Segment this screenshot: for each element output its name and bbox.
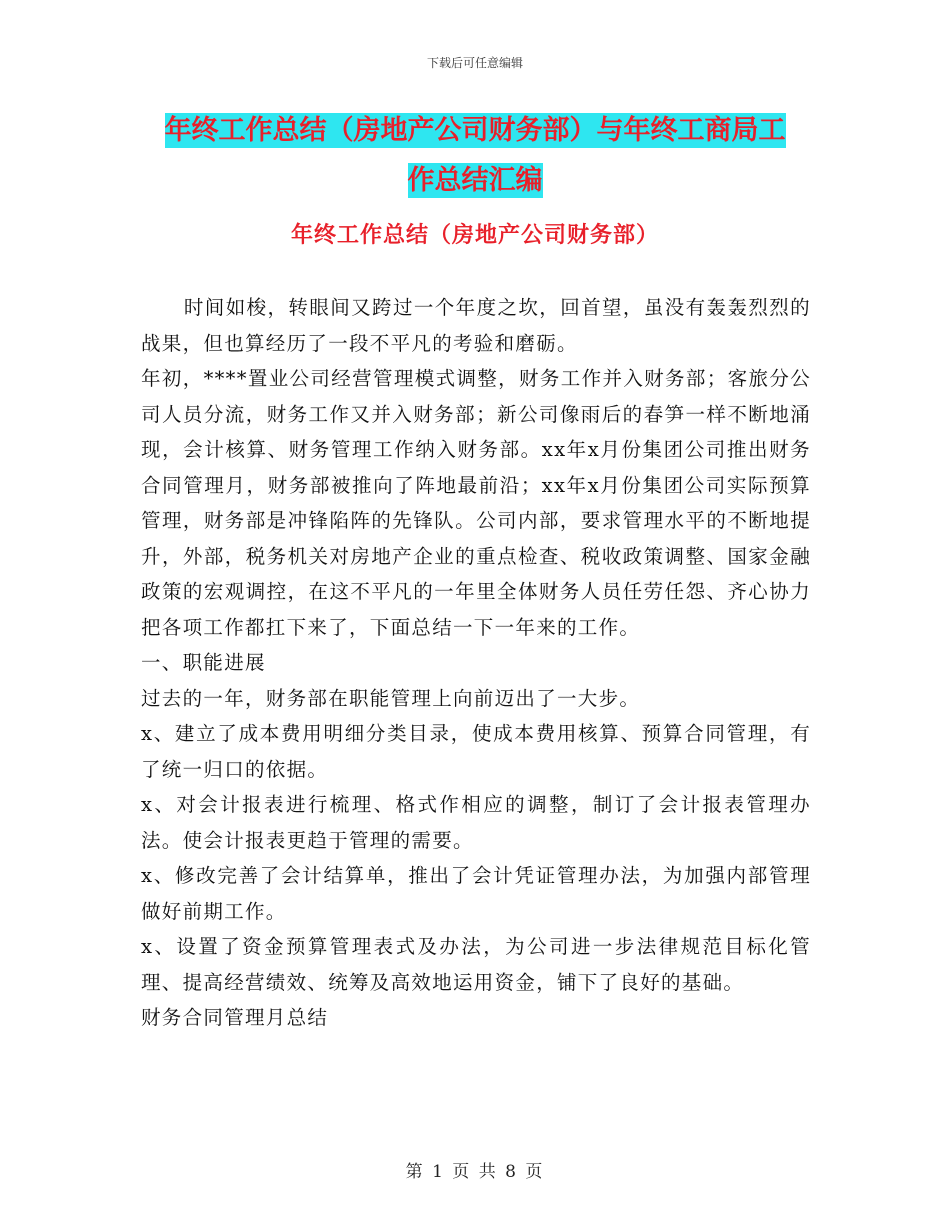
list-item-settlement-form: x、修改完善了会计结算单，推出了会计凭证管理办法，为加强内部管理做好前期工作。 [141,864,811,923]
paragraph-intro: 时间如梭，转眼间又跨过一个年度之坎，回首望，虽没有轰轰烈烈的战果，但也算经历了一段不平凡的考验和磨砺。 [141,296,811,355]
list-item-report-format: x、对会计报表进行梳理、格式作相应的调整，制订了会计报表管理办法。使会计报表更趋于管理的需要。 [141,793,811,852]
document-title-line1: 年终工作总结（房地产公司财务部）与年终工商局工 [164,115,786,146]
document-body [141,290,811,1036]
list-item-fund-budget: x、设置了资金预算管理表式及办法，为公司进一步法律规范目标化管理、提高经营绩效、统筹及高效地运用资金，铺下了良好的基础。 [141,935,811,994]
section-title: 年终工作总结（房地产公司财务部） [290,222,659,248]
header-note: 下载后可任意编辑 [426,56,523,70]
list-item-cost-catalog: x、建立了成本费用明细分类目录，使成本费用核算、预算合同管理，有了统一归口的依据。 [141,722,811,781]
paragraph-overview: 年初，****置业公司经营管理模式调整，财务工作并入财务部；客旅分公司人员分流，财务工作又并入财务部；新公司像雨后的春笋一样不断地涌现，会计核算、财务管理工作纳入财务部。xx年x月份集团公司推出财务合同管理月，财务部被推向了阵地最前沿；xx年x月份集团公司实际预算管理，财务部是冲锋陷阵的先锋队。公司内部，要求管理水平的不断地提升，外部，税务机关对房地产企业的重点检查、税收政策调整、国家金融政策的宏观调控，在这不平凡的一年里全体财务人员任劳任怨、齐心协力把各项工作都扛下来了，下面总结一下一年来的工作。 [141,367,811,639]
paragraph-progress-summary: 过去的一年，财务部在职能管理上向前迈出了一大步。 [141,686,641,710]
document-title [140,106,810,206]
subheading-contract-month: 财务合同管理月总结 [141,1006,329,1029]
page-footer: 第 1 页 共 8 页 [405,1162,545,1182]
document-title-line2: 作总结汇编 [407,165,543,196]
heading-functional-progress: 一、职能进展 [141,651,266,674]
